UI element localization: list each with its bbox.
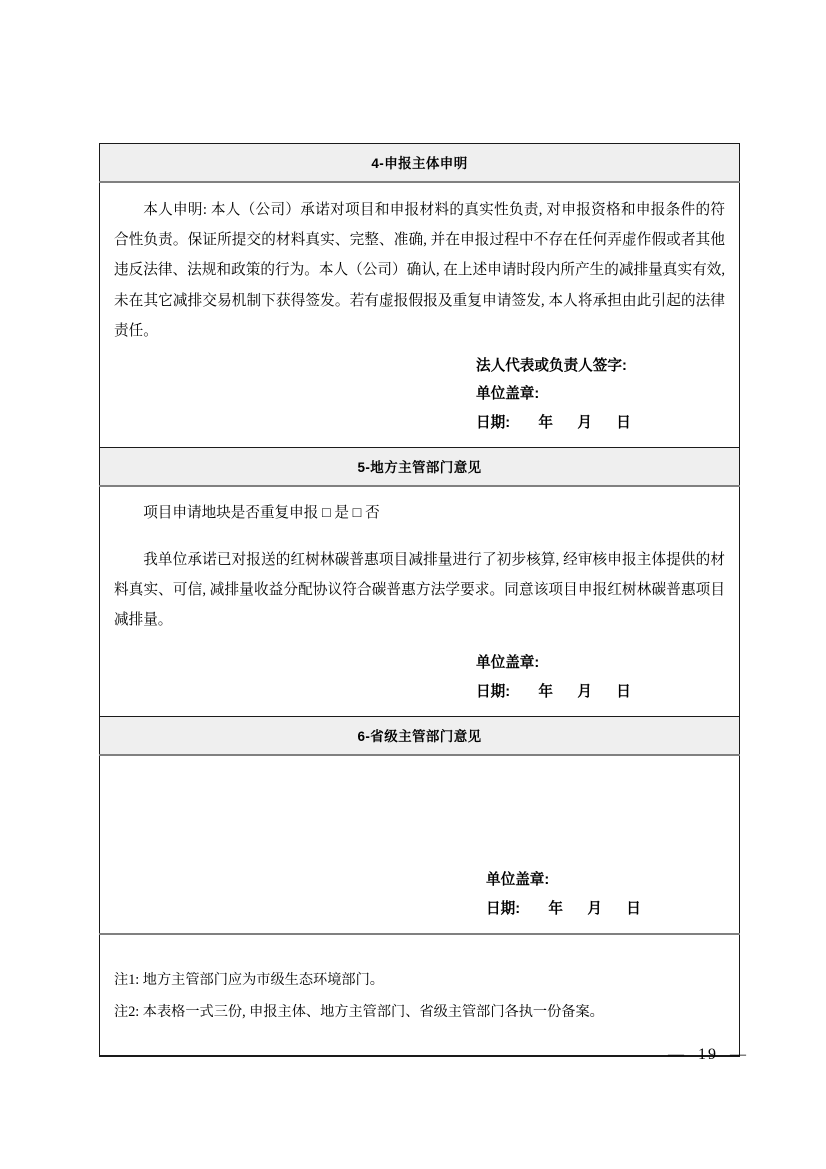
note-2: 注2: 本表格一式三份, 申报主体、地方主管部门、省级主管部门各执一份备案。 <box>114 1003 604 1020</box>
declaration-form-table <box>99 143 740 1057</box>
section-4-paragraph: 本人申明: 本人（公司）承诺对项目和申报材料的真实性负责, 对申报资格和申报条件的符合性负责。保证所提交的材料真实、完整、准确, 并在申报过程中不存在任何弄虚作假或者其他违反法律、法规和政策的行为。本人（公司）确认, 在上述申请时段内所产生的减排量真实有效, 未在其它减排交易机制下获得签发。若有虚报假报及重复申请签发, 本人将承担由此引起的法律责任。 <box>114 202 725 339</box>
section-5-date-label: 日期: 年 月 日 <box>476 683 631 700</box>
notes-row <box>100 934 740 1056</box>
section-6-signature-block <box>114 866 725 923</box>
section-5-body <box>100 486 740 716</box>
section-4-signature-label: 法人代表或负责人签字: <box>476 358 627 375</box>
section-6-title: 6-省级主管部门意见 <box>100 717 740 756</box>
section-6-header-row <box>100 717 740 756</box>
page-number: — 19 — <box>668 1046 748 1063</box>
section-4-signature-block <box>114 352 725 437</box>
note-1: 注1: 地方主管部门应为市级生态环境部门。 <box>114 971 384 988</box>
section-5-title: 5-地方主管部门意见 <box>100 448 740 487</box>
section-4-body <box>100 182 740 448</box>
section-5-signature-block <box>114 649 725 706</box>
section-5-paragraph: 我单位承诺已对报送的红树林碳普惠项目减排量进行了初步核算, 经审核申报主体提供的材料真实、可信, 减排量收益分配协议符合碳普惠方法学要求。同意该项目申报红树林碳普惠项目减排量。 <box>114 551 725 628</box>
section-4-header-row <box>100 144 740 183</box>
section-4-body-row <box>100 182 740 448</box>
section-4-title: 4-申报主体申明 <box>100 144 740 183</box>
section-6-opinion-area[interactable] <box>114 768 725 860</box>
section-5-header-row <box>100 448 740 487</box>
section-5-body-row <box>100 486 740 716</box>
section-4-date-label: 日期: 年 月 日 <box>476 414 631 431</box>
section-5-seal-label: 单位盖章: <box>476 655 540 672</box>
section-5-duplicate-question[interactable]: 项目申请地块是否重复申报 □ 是 □ 否 <box>143 505 380 522</box>
section-6-body <box>100 755 740 934</box>
section-6-date-label: 日期: 年 月 日 <box>486 900 641 917</box>
section-6-seal-label: 单位盖章: <box>486 872 550 889</box>
section-4-seal-label: 单位盖章: <box>476 386 540 403</box>
section-6-body-row <box>100 755 740 934</box>
notes-block <box>100 934 740 1056</box>
